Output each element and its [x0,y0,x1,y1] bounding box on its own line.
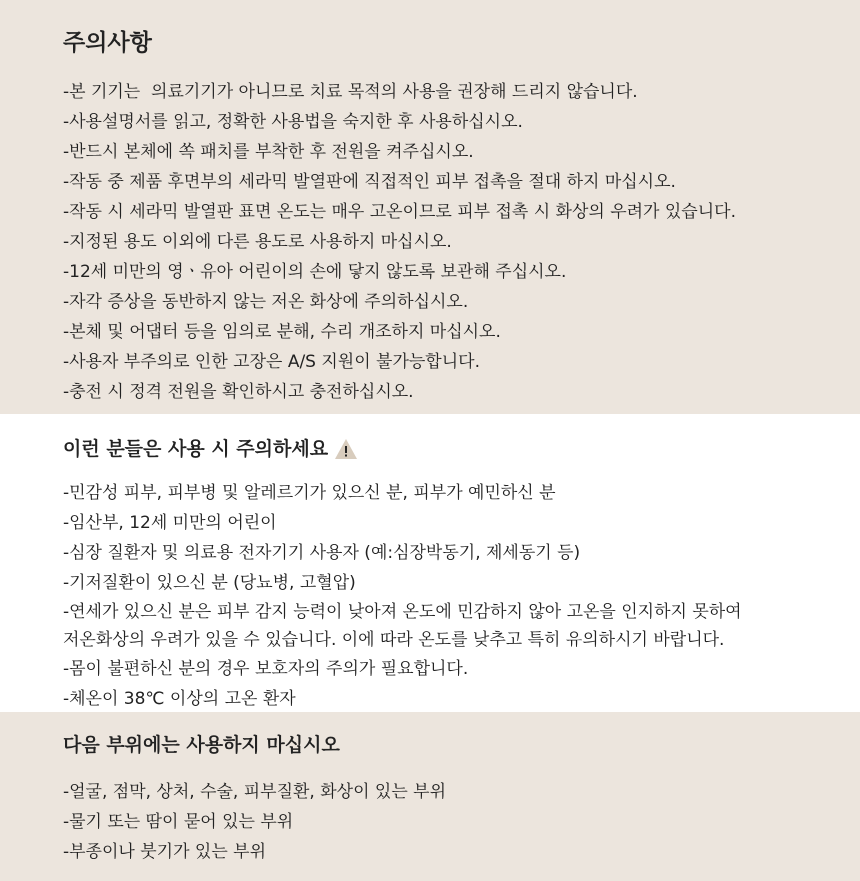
forbidden-areas-list [63,777,860,867]
list-item: -몸이 불편하신 분의 경우 보호자의 주의가 필요합니다. [63,658,469,679]
list-item: -사용설명서를 읽고, 정확한 사용법을 숙지한 후 사용하십시오. [63,111,523,132]
list-item: -작동 중 제품 후면부의 세라믹 발열판에 직접적인 피부 접촉을 절대 하지 마십시오. [63,171,676,192]
list-item: -본 기기는 의료기기가 아니므로 치료 목적의 사용을 권장해 드리지 않습니다. [63,81,638,102]
caution-section [0,0,860,414]
list-item: -부종이나 붓기가 있는 부위 [63,841,266,862]
list-item: -반드시 본체에 쏙 패치를 부착한 후 전원을 켜주십시오. [63,141,474,162]
list-item: -본체 및 어댑터 등을 임의로 분해, 수리 개조하지 마십시오. [63,321,501,342]
careful-users-title [63,438,860,461]
list-item: -사용자 부주의로 인한 고장은 A/S 지원이 불가능합니다. [63,351,480,372]
list-item: -임산부, 12세 미만의 어린이 [63,512,277,533]
warning-triangle-icon [334,438,358,460]
careful-users-section [0,414,860,712]
list-item: -얼굴, 점막, 상처, 수술, 피부질환, 화상이 있는 부위 [63,781,446,802]
list-item: -기저질환이 있으신 분 (당뇨병, 고혈압) [63,572,356,593]
caution-title: 주의사항 [63,30,152,56]
list-item: -심장 질환자 및 의료용 전자기기 사용자 (예:심장박동기, 제세동기 등) [63,542,581,563]
list-item: -12세 미만의 영ㆍ유아 어린이의 손에 닿지 않도록 보관해 주십시오. [63,261,567,282]
list-item: -물기 또는 땀이 묻어 있는 부위 [63,811,294,832]
list-item: -자각 증상을 동반하지 않는 저온 화상에 주의하십시오. [63,291,469,312]
list-item: -체온이 38℃ 이상의 고온 환자 [63,688,296,709]
list-item: -지정된 용도 이외에 다른 용도로 사용하지 마십시오. [63,231,452,252]
list-item: -충전 시 정격 전원을 확인하시고 충전하십시오. [63,381,414,402]
list-item: -작동 시 세라믹 발열판 표면 온도는 매우 고온이므로 피부 접촉 시 화상의 우려가 있습니다. [63,201,736,222]
list-item: -민감성 피부, 피부병 및 알레르기가 있으신 분, 피부가 예민하신 분 [63,482,556,503]
caution-list [63,77,860,407]
forbidden-areas-title: 다음 부위에는 사용하지 마십시오 [63,734,340,756]
careful-users-title-text: 이런 분들은 사용 시 주의하세요 [63,438,329,460]
list-item: -연세가 있으신 분은 피부 감지 능력이 낮아져 온도에 민감하지 않아 고온을 인지하지 못하여 저온화상의 우려가 있을 수 있습니다. 이에 따라 온도를 낮추고 특히 유의하시기 바랍니다. [63,601,742,650]
careful-users-list [63,478,860,714]
forbidden-areas-section [0,712,860,881]
